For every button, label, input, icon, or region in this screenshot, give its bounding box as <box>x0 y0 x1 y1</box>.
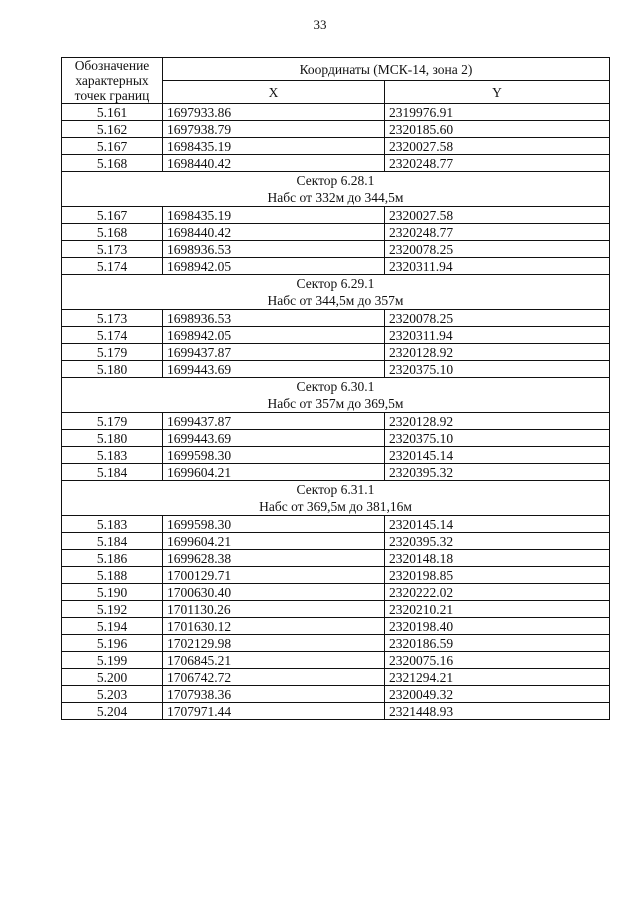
table-row <box>62 703 610 720</box>
sector-title: Сектор 6.30.1 <box>296 379 375 394</box>
x-coordinate-cell: 1698435.19 <box>163 207 385 224</box>
y-coordinate-cell: 2320375.10 <box>385 430 610 447</box>
sector-header <box>62 378 610 413</box>
sector-title: Сектор 6.29.1 <box>296 276 375 291</box>
table-row <box>62 635 610 652</box>
table-row <box>62 327 610 344</box>
point-id-cell: 5.203 <box>62 686 163 703</box>
point-id-cell: 5.173 <box>62 310 163 327</box>
sector-height-range: Набс от 332м до 344,5м <box>267 190 404 205</box>
sector-header-row <box>62 172 610 207</box>
table-row <box>62 464 610 481</box>
sector-title: Сектор 6.31.1 <box>296 482 375 497</box>
y-coordinate-cell: 2320078.25 <box>385 241 610 258</box>
y-coordinate-cell: 2320395.32 <box>385 464 610 481</box>
table-row <box>62 686 610 703</box>
x-coordinate-cell: 1700129.71 <box>163 567 385 584</box>
y-column-header: Y <box>385 81 610 104</box>
table-row <box>62 207 610 224</box>
point-id-cell: 5.167 <box>62 138 163 155</box>
y-coordinate-cell: 2319976.91 <box>385 104 610 121</box>
y-coordinate-cell: 2320248.77 <box>385 224 610 241</box>
x-coordinate-cell: 1699437.87 <box>163 344 385 361</box>
sector-height-range: Набс от 344,5м до 357м <box>267 293 404 308</box>
table-row <box>62 430 610 447</box>
sector-header <box>62 481 610 516</box>
x-coordinate-cell: 1707971.44 <box>163 703 385 720</box>
y-coordinate-cell: 2320198.85 <box>385 567 610 584</box>
y-coordinate-cell: 2320145.14 <box>385 516 610 533</box>
y-coordinate-cell: 2320248.77 <box>385 155 610 172</box>
x-coordinate-cell: 1706845.21 <box>163 652 385 669</box>
x-coordinate-cell: 1698435.19 <box>163 138 385 155</box>
point-id-cell: 5.173 <box>62 241 163 258</box>
x-coordinate-cell: 1699598.30 <box>163 447 385 464</box>
table-row <box>62 155 610 172</box>
table-row <box>62 344 610 361</box>
table-row <box>62 652 610 669</box>
table-row <box>62 669 610 686</box>
y-coordinate-cell: 2320078.25 <box>385 310 610 327</box>
x-coordinate-cell: 1697933.86 <box>163 104 385 121</box>
point-id-cell: 5.179 <box>62 413 163 430</box>
x-coordinate-cell: 1698942.05 <box>163 258 385 275</box>
point-id-cell: 5.194 <box>62 618 163 635</box>
sector-height-range: Набс от 369,5м до 381,16м <box>259 499 412 514</box>
coordinates-column-header: Координаты (МСК-14, зона 2) <box>163 58 610 81</box>
table-row <box>62 224 610 241</box>
table-row <box>62 516 610 533</box>
point-id-cell: 5.161 <box>62 104 163 121</box>
point-id-cell: 5.180 <box>62 361 163 378</box>
table-row <box>62 567 610 584</box>
y-coordinate-cell: 2320027.58 <box>385 207 610 224</box>
x-coordinate-cell: 1698936.53 <box>163 310 385 327</box>
point-id-cell: 5.174 <box>62 327 163 344</box>
table-row <box>62 258 610 275</box>
x-coordinate-cell: 1700630.40 <box>163 584 385 601</box>
x-coordinate-cell: 1699604.21 <box>163 464 385 481</box>
y-coordinate-cell: 2320148.18 <box>385 550 610 567</box>
y-coordinate-cell: 2320198.40 <box>385 618 610 635</box>
point-id-cell: 5.188 <box>62 567 163 584</box>
table-row <box>62 241 610 258</box>
point-id-cell: 5.167 <box>62 207 163 224</box>
x-coordinate-cell: 1698440.42 <box>163 224 385 241</box>
point-id-cell: 5.186 <box>62 550 163 567</box>
point-id-cell: 5.196 <box>62 635 163 652</box>
y-coordinate-cell: 2320395.32 <box>385 533 610 550</box>
y-coordinate-cell: 2320145.14 <box>385 447 610 464</box>
table-row <box>62 138 610 155</box>
table-row <box>62 447 610 464</box>
y-coordinate-cell: 2320075.16 <box>385 652 610 669</box>
y-coordinate-cell: 2320185.60 <box>385 121 610 138</box>
x-coordinate-cell: 1699437.87 <box>163 413 385 430</box>
table-row <box>62 550 610 567</box>
sector-header-row <box>62 481 610 516</box>
x-coordinate-cell: 1699598.30 <box>163 516 385 533</box>
x-coordinate-cell: 1701130.26 <box>163 601 385 618</box>
x-coordinate-cell: 1698936.53 <box>163 241 385 258</box>
y-coordinate-cell: 2321294.21 <box>385 669 610 686</box>
coordinates-table <box>61 57 610 720</box>
sector-header <box>62 275 610 310</box>
table-body <box>62 104 610 720</box>
point-id-cell: 5.168 <box>62 224 163 241</box>
point-id-cell: 5.200 <box>62 669 163 686</box>
y-coordinate-cell: 2321448.93 <box>385 703 610 720</box>
y-coordinate-cell: 2320311.94 <box>385 327 610 344</box>
table-row <box>62 584 610 601</box>
x-coordinate-cell: 1698942.05 <box>163 327 385 344</box>
x-coordinate-cell: 1699443.69 <box>163 430 385 447</box>
x-coordinate-cell: 1701630.12 <box>163 618 385 635</box>
point-id-cell: 5.162 <box>62 121 163 138</box>
y-coordinate-cell: 2320222.02 <box>385 584 610 601</box>
point-id-cell: 5.183 <box>62 447 163 464</box>
sector-header-row <box>62 275 610 310</box>
table-header <box>62 58 610 104</box>
sector-header <box>62 172 610 207</box>
point-id-cell: 5.180 <box>62 430 163 447</box>
point-id-cell: 5.192 <box>62 601 163 618</box>
y-coordinate-cell: 2320027.58 <box>385 138 610 155</box>
point-id-cell: 5.190 <box>62 584 163 601</box>
y-coordinate-cell: 2320210.21 <box>385 601 610 618</box>
point-column-header: Обозначение характерных точек границ <box>62 58 163 104</box>
table-row <box>62 361 610 378</box>
x-coordinate-cell: 1698440.42 <box>163 155 385 172</box>
y-coordinate-cell: 2320128.92 <box>385 344 610 361</box>
table-row <box>62 121 610 138</box>
page-number: 33 <box>313 17 327 32</box>
table-row <box>62 413 610 430</box>
table-row <box>62 533 610 550</box>
x-coordinate-cell: 1697938.79 <box>163 121 385 138</box>
x-coordinate-cell: 1702129.98 <box>163 635 385 652</box>
x-coordinate-cell: 1699604.21 <box>163 533 385 550</box>
point-id-cell: 5.199 <box>62 652 163 669</box>
x-coordinate-cell: 1707938.36 <box>163 686 385 703</box>
x-coordinate-cell: 1706742.72 <box>163 669 385 686</box>
sector-header-row <box>62 378 610 413</box>
x-column-header: X <box>163 81 385 104</box>
y-coordinate-cell: 2320186.59 <box>385 635 610 652</box>
point-id-cell: 5.183 <box>62 516 163 533</box>
x-coordinate-cell: 1699628.38 <box>163 550 385 567</box>
table-row <box>62 601 610 618</box>
point-id-cell: 5.184 <box>62 464 163 481</box>
y-coordinate-cell: 2320049.32 <box>385 686 610 703</box>
y-coordinate-cell: 2320375.10 <box>385 361 610 378</box>
x-coordinate-cell: 1699443.69 <box>163 361 385 378</box>
point-id-cell: 5.184 <box>62 533 163 550</box>
point-id-cell: 5.204 <box>62 703 163 720</box>
sector-title: Сектор 6.28.1 <box>296 173 375 188</box>
y-coordinate-cell: 2320311.94 <box>385 258 610 275</box>
y-coordinate-cell: 2320128.92 <box>385 413 610 430</box>
table-row <box>62 618 610 635</box>
sector-height-range: Набс от 357м до 369,5м <box>267 396 404 411</box>
table-row <box>62 104 610 121</box>
table-row <box>62 310 610 327</box>
point-id-cell: 5.174 <box>62 258 163 275</box>
point-id-cell: 5.179 <box>62 344 163 361</box>
point-id-cell: 5.168 <box>62 155 163 172</box>
